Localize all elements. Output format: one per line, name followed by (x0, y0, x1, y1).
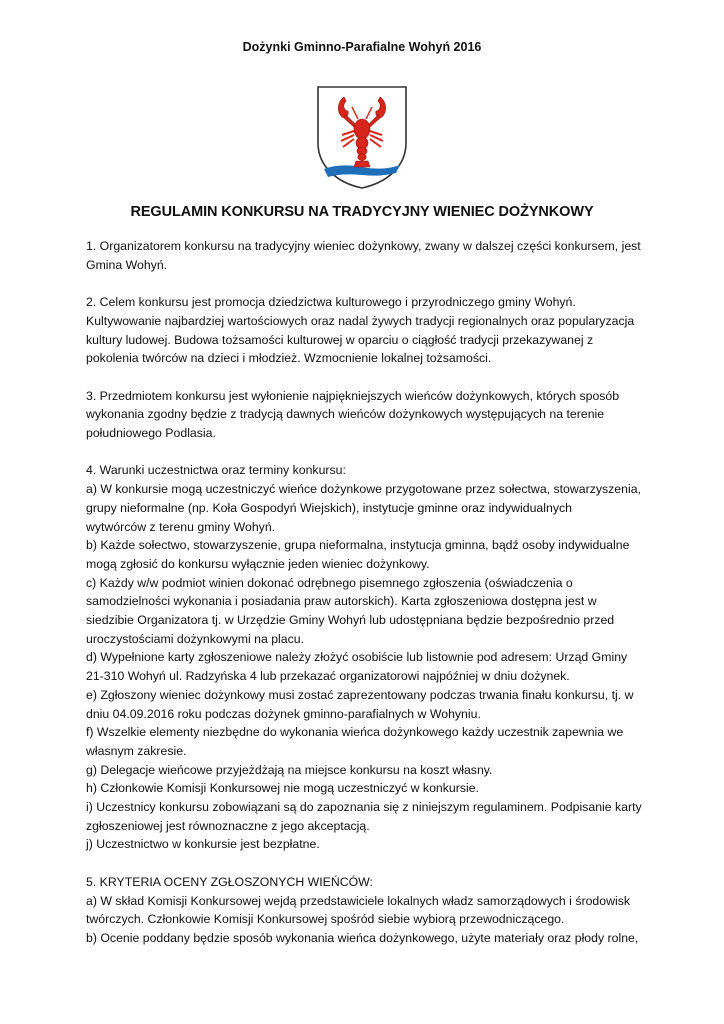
text-line: południowego Podlasia. (86, 426, 216, 440)
page-header: Dożynki Gminno-Parafialne Wohyń 2016 (242, 40, 482, 54)
text-line: zgłoszeniowej jest równoznaczne z jego akceptacją. (86, 818, 370, 833)
text-line: 2. Celem konkursu jest promocja dziedzictwa kulturowego i przyrodniczego gminy Wohyń. (86, 295, 576, 310)
text-line: a) W skład Komisji Konkursowej wejdą przedstawiciele lokalnych władz samorządowych i środowisk (86, 893, 631, 908)
text-line: a) W konkursie mogą uczestniczyć wieńce dożynkowe przygotowane przez sołectwa, stowarzyszenia, (86, 482, 641, 497)
text-line: twórczych. Członkowie Komisji Konkursowej spośród siebie wybiorą przewodniczącego. (86, 912, 565, 927)
text-line: j) Uczestnictwo w konkursie jest bezpłatne. (86, 837, 320, 852)
text-line: 3. Przedmiotem konkursu jest wyłonienie najpiękniejszych wieńców dożynkowych, których sposób (86, 388, 620, 403)
text-line: c) Każdy w/w podmiot winien dokonać odrębnego pisemnego zgłoszenia (oświadczenia o (86, 575, 573, 590)
document-title: REGULAMIN KONKURSU NA TRADYCYJNY WIENIEC DOŻYNKOWY (130, 204, 594, 220)
text-line: b) Ocenie poddany będzie sposób wykonania wieńca dożynkowego, użyte materiały oraz płody rolne, (86, 930, 639, 945)
section-4 (86, 461, 646, 854)
text-line: siedzibie Organizatora tj. w Urzędzie Gminy Wohyń lub udostępniana będzie bezpośrednio przed (86, 613, 615, 628)
text-line: kultury ludowej. Budowa tożsamości kulturowej w oparciu o ciągłość tradycji przekazywanej z (86, 332, 594, 347)
text-line: e) Zgłoszony wieniec dożynkowy musi zostać zaprezentowany podczas trwania finału konkursu, tj. w (86, 687, 634, 702)
regulation-body (86, 237, 646, 966)
text-line: mogą zgłosić do konkursu wyłącznie jeden wieniec dożynkowy. (86, 556, 430, 571)
text-line: Gmina Wohyń. (86, 257, 168, 272)
text-line: i) Uczestnicy konkursu zobowiązani są do zapoznania się z niniejszym regulaminem. Podpisanie karty (86, 800, 642, 815)
text-line: g) Delegacje wieńcowe przyjeżdżają na miejsce konkursu na koszt własny. (86, 762, 493, 777)
text-line: h) Członkowie Komisji Konkursowej nie mogą uczestniczyć w konkursie. (86, 781, 479, 796)
text-line: pokolenia twórców na dzieci i młodzież. Wzmocnienie lokalnej tożsamości. (86, 351, 492, 366)
text-line: wytwórców z terenu gminy Wohyń. (86, 519, 276, 534)
text-line: 4. Warunki uczestnictwa oraz terminy konkursu: (86, 463, 346, 478)
text-line: Kultywowanie najbardziej wartościowych oraz nadal żywych tradycji regionalnych oraz popularyzacja (86, 313, 635, 328)
text-line: 1. Organizatorem konkursu na tradycyjny wieniec dożynkowy, zwany w dalszej części konkursem, jest (86, 239, 641, 253)
text-line: dniu 04.09.2016 roku podczas dożynek gminno-parafialnych w Wohyniu. (86, 706, 481, 721)
section-3 (86, 387, 646, 443)
text-line: uroczystościami dożynkowymi na placu. (86, 631, 305, 646)
text-line: wykonania zgodny będzie z tradycją dawnych wieńców dożynkowych występujących na terenie (86, 407, 605, 422)
text-line: 5. KRYTERIA OCENY ZGŁOSZONYCH WIEŃCÓW: (86, 874, 373, 889)
crayfish-coat-of-arms-icon (316, 85, 408, 189)
text-line: 21-310 Wohyń ul. Radzyńska 4 lub przekazać organizatorowi najpóźniej w dniu dożynek. (86, 669, 570, 684)
section-2 (86, 293, 646, 368)
text-line: grupy nieformalne (np. Koła Gospodyń Wiejskich), instytucje gminne oraz indywidualnych (86, 500, 572, 515)
text-line: samodzielności wykonania i posiadania praw autorskich). Karta zgłoszeniowa dostępna jest w (86, 594, 597, 609)
section-5 (86, 873, 646, 948)
text-line: b) Każde sołectwo, stowarzyszenie, grupa nieformalna, instytucja gminna, bądź osoby indywidualne (86, 538, 630, 553)
text-line: f) Wszelkie elementy niezbędne do wykonania wieńca dożynkowego każdy uczestnik zapewnia we (86, 725, 624, 740)
section-1 (86, 237, 646, 274)
text-line: d) Wypełnione karty zgłoszeniowe należy złożyć osobiście lub listownie pod adresem: Urząd Gminy (86, 650, 628, 665)
text-line: własnym zakresie. (86, 743, 187, 758)
